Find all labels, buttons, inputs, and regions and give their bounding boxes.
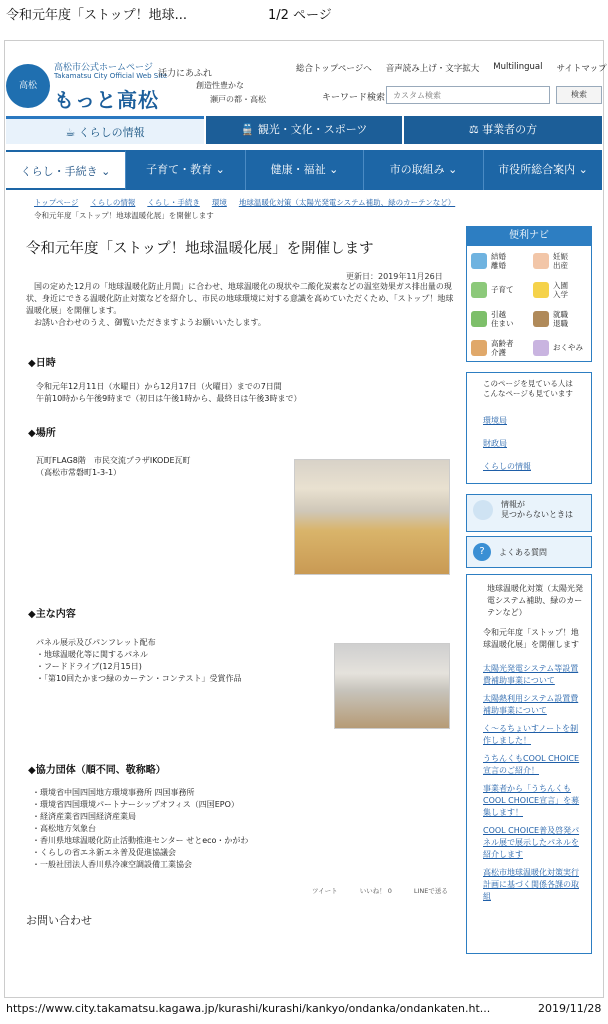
navi-elderly[interactable]: 高齢者 介護 bbox=[467, 333, 529, 362]
also-viewed-link[interactable]: 環境局 bbox=[483, 416, 507, 425]
global-nav bbox=[6, 150, 602, 190]
navi-pregnancy[interactable]: 妊娠 出産 bbox=[529, 246, 591, 275]
nav-item-cityhall[interactable]: 市役所総合案内 ⌄ bbox=[498, 163, 588, 176]
tab-tourism[interactable]: 🚆 観光・文化・スポーツ bbox=[206, 116, 402, 144]
breadcrumb-link[interactable]: 環境 bbox=[211, 198, 227, 207]
logo-english: Takamatsu City Official Web Site bbox=[54, 72, 168, 80]
baby-icon bbox=[533, 253, 549, 269]
content-text: パネル展示及びパンフレット配布 ・ 地球温暖化等に関するパネル ・ フードドライブ(12月15日) ・ 「第10回たかまつ緑のカーテン・コンテスト」受賞作品 bbox=[36, 637, 326, 685]
slogan-line: 創造性豊かな bbox=[196, 81, 244, 90]
intro-paragraph: 国の定めた12月の「地球温暖化防止月間」に合わせ、地球温暖化の現状や二酸化炭素などの温室効果ガス排出量の現状、身近にできる温暖化防止対策などを紹介し、市民の地球環境に対する意識を高めていただくため、「ストップ！地球温暖化展」を開催します。 bbox=[26, 282, 454, 315]
top-link-sitemap[interactable]: サイトマップ bbox=[556, 64, 607, 74]
print-url: https://www.city.takamatsu.kagawa.jp/kurashi/kurashi/kankyo/ondanka/ondankaten.ht... bbox=[6, 1002, 491, 1015]
nav-item-procedures[interactable]: くらし・手続き ⌄ bbox=[6, 150, 126, 190]
navi-marriage[interactable]: 結婚 離婚 bbox=[467, 246, 529, 275]
navi-moving[interactable]: 引越 住まい bbox=[467, 304, 529, 333]
house-icon bbox=[471, 311, 487, 327]
top-utility-links bbox=[296, 62, 607, 74]
related-link[interactable]: うちんくもCOOL CHOICE宣言のご紹介！ bbox=[483, 754, 580, 775]
place-text: 瓦町FLAG8階 市民交流プラザIKODE瓦町 （高松市常磐町1-3-1） bbox=[36, 456, 191, 477]
bed-icon bbox=[471, 340, 487, 356]
print-page-number: 1/2 ページ bbox=[268, 8, 332, 23]
contact-heading: お問い合わせ bbox=[26, 914, 92, 927]
updated-date: 更新日：2019年11月26日 bbox=[346, 272, 443, 281]
page-title: 令和元年度「ストップ！地球温暖化展」を開催します bbox=[26, 241, 374, 257]
convenience-navi bbox=[466, 246, 592, 362]
content-heading: ◆主な内容 bbox=[28, 609, 76, 620]
line-share-button[interactable]: LINEで送る bbox=[413, 887, 448, 895]
related-link[interactable]: 太陽光発電システム等設置費補助事業について bbox=[483, 664, 579, 685]
briefcase-icon bbox=[533, 311, 549, 327]
partner-item: ・ 環境省中国四国地方環境事務所 四国事務所 bbox=[32, 787, 352, 799]
pencil-icon bbox=[471, 282, 487, 298]
related-link[interactable]: COOL CHOICE普及啓発パネル展で展示したパネルを紹介します bbox=[483, 826, 580, 859]
also-viewed-link[interactable]: 財政局 bbox=[483, 439, 507, 448]
exhibition-photo bbox=[334, 643, 450, 729]
related-link[interactable]: 事業者から「うちんくもCOOL CHOICE宣言」を募集します！ bbox=[483, 784, 580, 817]
schedule-text: 令和元年12月11日（水曜日）から12月17日（火曜日）までの7日間 午前10時から午後9時まで（初日は午後1時から、最終日は午後3時まで） bbox=[36, 382, 302, 403]
breadcrumb-link[interactable]: トップページ bbox=[34, 198, 79, 207]
train-icon: 🚆 bbox=[240, 123, 258, 136]
breadcrumb-current: 令和元年度「ストップ！地球温暖化展」を開催します bbox=[34, 211, 214, 220]
breadcrumb bbox=[34, 197, 574, 208]
faq-link[interactable]: ? よくある質問 bbox=[466, 536, 592, 568]
partners-list bbox=[32, 787, 352, 871]
venue-photo bbox=[294, 459, 450, 575]
partner-item: ・ 一般社団法人香川県冷凍空調設備工業協会 bbox=[32, 859, 352, 871]
cup-icon: ☕ bbox=[65, 126, 79, 139]
related-link[interactable]: 太陽熱利用システム設置費補助事業について bbox=[483, 694, 579, 715]
business-icon: ⚖ bbox=[468, 123, 483, 136]
top-link-accessibility[interactable]: 音声読み上げ・文字拡大 bbox=[385, 64, 480, 74]
slogan-line: 瀬戸の都・高松 bbox=[210, 95, 266, 104]
like-button[interactable]: いいね！ 0 bbox=[359, 887, 392, 895]
top-link-home[interactable]: 総合トップページへ bbox=[296, 64, 372, 74]
nav-item-initiatives[interactable]: 市の取組み ⌄ bbox=[364, 150, 484, 190]
school-hat-icon bbox=[533, 282, 549, 298]
search-input[interactable]: カスタム検索 bbox=[386, 86, 550, 104]
content-item: ・ フードドライブ(12月15日) bbox=[36, 661, 326, 673]
rings-icon bbox=[471, 253, 487, 269]
tab-living[interactable]: ☕ くらしの情報 bbox=[6, 116, 204, 144]
navi-childcare[interactable]: 子育て bbox=[467, 275, 529, 304]
tweet-button[interactable]: ツイート bbox=[312, 887, 338, 895]
intro-paragraph: お誘い合わせのうえ、御覧いただきますようお願いいたします。 bbox=[34, 318, 266, 327]
logo-subtitle: 高松市公式ホームページ bbox=[54, 63, 153, 73]
flower-icon bbox=[533, 340, 549, 356]
place-heading: ◆場所 bbox=[28, 428, 56, 439]
question-icon: ? bbox=[473, 543, 491, 561]
navi-school[interactable]: 入園 入学 bbox=[529, 275, 591, 304]
partner-item: ・ 高松地方気象台 bbox=[32, 823, 352, 835]
also-viewed-box bbox=[466, 372, 592, 484]
navi-employment[interactable]: 就職 退職 bbox=[529, 304, 591, 333]
partner-item: ・ 香川県地球温暖化防止活動推進センター せとeco・かがわ bbox=[32, 835, 352, 847]
schedule-heading: ◆日時 bbox=[28, 358, 56, 369]
share-buttons bbox=[312, 886, 448, 895]
help-link[interactable]: 情報が 見つからないときは bbox=[466, 494, 592, 532]
breadcrumb-link[interactable]: くらしの情報 bbox=[90, 198, 136, 207]
related-current: 令和元年度「ストップ！地球温暖化展」を開催します bbox=[483, 628, 579, 649]
site-logo[interactable]: もっと高松 bbox=[54, 88, 159, 112]
partner-item: ・ くらしの省エネ新エネ普及促進協議会 bbox=[32, 847, 352, 859]
content-item: ・ 地球温暖化等に関するパネル bbox=[36, 649, 326, 661]
breadcrumb-link[interactable]: 地球温暖化対策（太陽光発電システム補助、緑のカーテンなど） bbox=[238, 198, 456, 207]
also-viewed-title: このページを見ている人は こんなページも見ています bbox=[483, 379, 573, 398]
nav-item-childcare[interactable]: 子育て・教育 ⌄ bbox=[126, 150, 246, 190]
slogan-line: 活力にあふれ bbox=[158, 69, 213, 79]
intro-text bbox=[26, 281, 454, 329]
convenience-navi-title: 便利ナビ bbox=[466, 226, 592, 246]
also-viewed-link[interactable]: くらしの情報 bbox=[483, 462, 531, 471]
face-icon bbox=[473, 500, 493, 520]
related-link[interactable]: く～るちょいすノートを制作しました！ bbox=[483, 724, 579, 745]
content-item: ・ 「第10回たかまつ緑のカーテン・コンテスト」受賞作品 bbox=[36, 673, 326, 685]
top-link-multilingual[interactable]: Multilingual bbox=[493, 62, 543, 72]
city-emblem-icon[interactable]: 高松 bbox=[6, 64, 50, 108]
tab-business[interactable]: ⚖ 事業者の方 bbox=[404, 116, 602, 144]
search-button[interactable]: 検索 bbox=[556, 86, 602, 104]
nav-item-health[interactable]: 健康・福祉 ⌄ bbox=[246, 150, 364, 190]
print-page-title: 令和元年度「ストップ！地球... bbox=[6, 8, 188, 23]
partner-item: ・ 経済産業省四国経済産業局 bbox=[32, 811, 352, 823]
breadcrumb-link[interactable]: くらし・手続き bbox=[147, 198, 200, 207]
partners-heading: ◆協力団体（順不同、敬称略） bbox=[28, 765, 166, 776]
partner-item: ・ 環境省四国環境パートナーシップオフィス（四国EPO） bbox=[32, 799, 352, 811]
search-label: キーワード検索 bbox=[322, 93, 386, 103]
related-title: 地球温暖化対策（太陽光発電システム補助、緑のカーテンなど） bbox=[487, 584, 583, 617]
print-date: 2019/11/28 bbox=[538, 1002, 602, 1015]
related-pages bbox=[466, 574, 592, 954]
navi-condolence[interactable]: おくやみ bbox=[529, 333, 591, 362]
related-link[interactable]: 高松市地球温暖化対策実行計画に基づく関係各課の取組 bbox=[483, 868, 579, 901]
